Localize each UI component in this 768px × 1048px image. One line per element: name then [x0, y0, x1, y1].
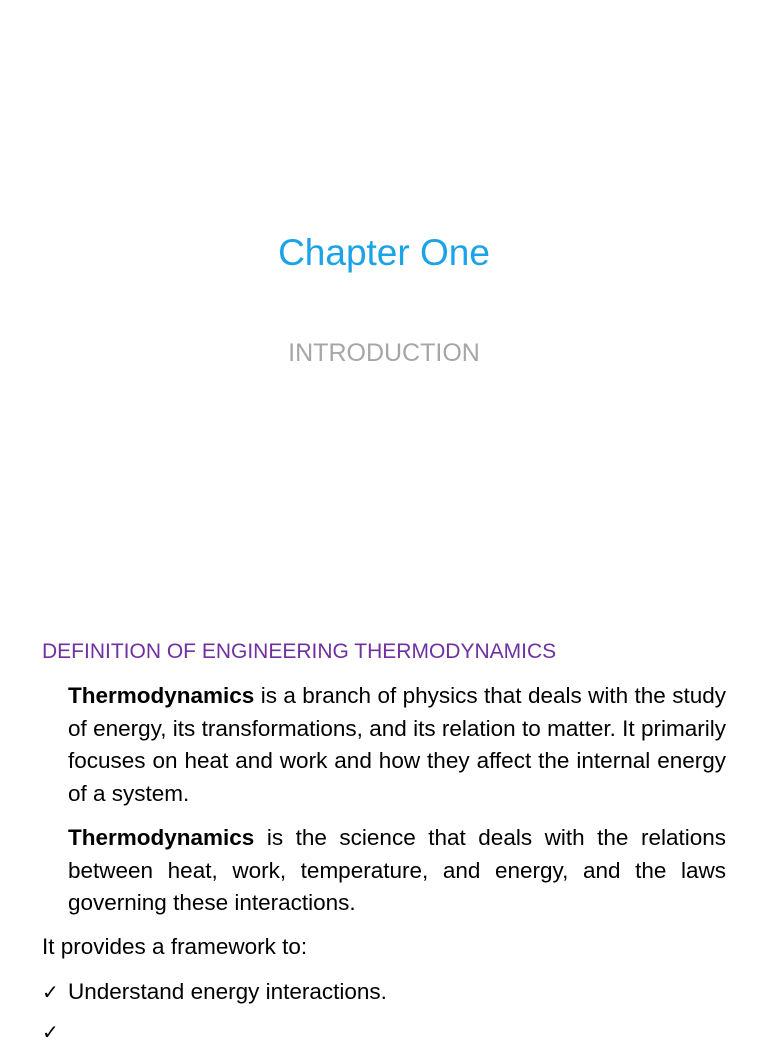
definition-text: is the science that deals with the relations between heat, work, temperature, and energy, and the laws governing these interactions.: [68, 825, 726, 915]
definition-paragraph-2: [68, 822, 726, 920]
term-bold: Thermodynamics: [68, 683, 255, 708]
slide-subtitle: INTRODUCTION: [288, 339, 480, 367]
checklist-item-text: Understand energy interactions.: [68, 979, 387, 1004]
framework-lead: It provides a framework to:: [42, 934, 308, 959]
section-heading: DEFINITION OF ENGINEERING THERMODYNAMICS: [42, 640, 557, 663]
checklist-item: [42, 1016, 68, 1048]
slide-title: Chapter One: [278, 232, 490, 273]
term-bold: Thermodynamics: [68, 825, 255, 850]
definition-text: is a branch of physics that deals with the study of energy, its transformations, and its relation to matter. It primarily focuses on heat and work and how they affect the internal energy of a system.: [68, 683, 726, 806]
checkmark-icon: ✓: [42, 980, 59, 1004]
checkmark-icon: ✓: [42, 1020, 59, 1044]
checklist-item: [42, 976, 387, 1008]
definition-paragraph-1: [68, 680, 726, 810]
